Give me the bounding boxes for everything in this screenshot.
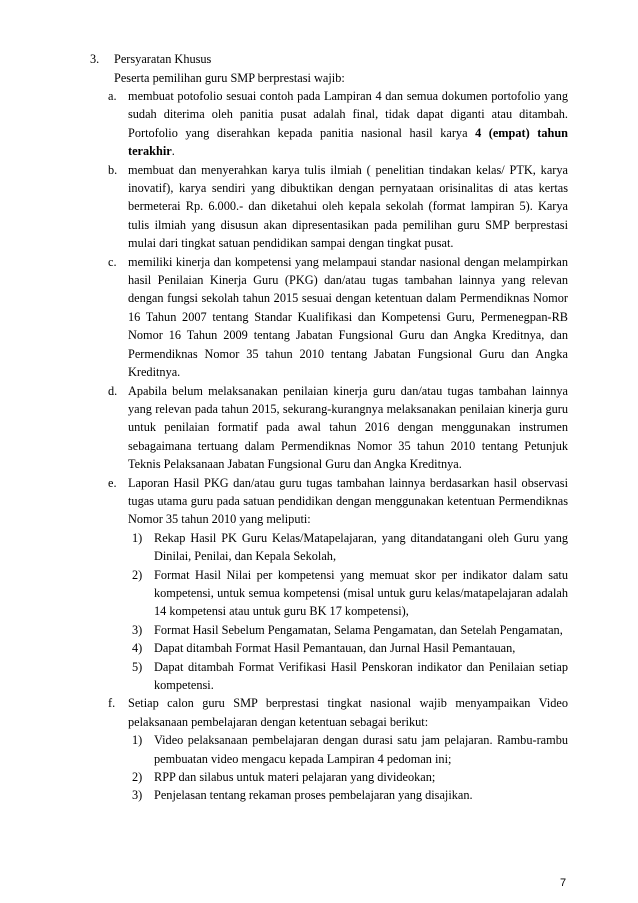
sub-item-text: Rekap Hasil PK Guru Kelas/Matapelajaran, yang ditandatangani oleh Guru yang Dinilai, Penilai, dan Kepala Sekolah, [154, 530, 568, 564]
section-title: Persyaratan Khusus [114, 52, 212, 66]
list-item-c [108, 253, 568, 382]
list-item-e [108, 474, 568, 529]
sub-item-text: Format Hasil Sebelum Pengamatan, Selama Pengamatan, dan Setelah Pengamatan, [154, 622, 563, 637]
item-marker: d. [108, 383, 118, 398]
list-item-b [108, 161, 568, 253]
list-item-d [108, 382, 568, 474]
sub-item-marker: 2) [132, 567, 143, 582]
item-text: memiliki kinerja dan kompetensi yang melampaui standar nasional dengan melampirkan hasil Penilaian Kinerja Guru (PKG) dan/atau tugas tambahan lainnya yang relevan dengan fungsi sekolah tahun 2015 sesuai dengan ketentuan dalam Permendiknas Nomor 16 Tahun 2007 tentang Standar Kualifikasi dan Kompetensi Guru, Permenegpan-RB Nomor 16 Tahun 2009 tentang Jabatan Fungsional Guru dan Angka Kreditnya, dan Permendiknas Nomor 35 tahun 2010 tentang Jabatan Fungsional Guru dan Angka Kreditnya. [128, 254, 568, 380]
item-text: membuat potofolio sesuai contoh pada Lampiran 4 dan semua dokumen portofolio yang sudah diterima oleh panitia pusat adalah final, tidak dapat diganti atau ditambah. Portofolio yang diserahkan kepada panitia nasional hasil karya 4 (empat) tahun terakhir. [128, 89, 568, 159]
item-marker: c. [108, 254, 117, 269]
list-item-a [108, 87, 568, 161]
item-text: Setiap calon guru SMP berprestasi tingkat nasional wajib menyampaikan Video pelaksanaan pembelajaran dengan ketentuan sebagai berikut: [128, 696, 568, 729]
item-text: membuat dan menyerahkan karya tulis ilmiah ( penelitian tindakan kelas/ PTK, karya inovatif), karya sendiri yang dibuktikan dengan pernyataan orisinalitas di atas kertas bermeterai Rp. 6.000.- dan diketahui oleh kepala sekolah (format lampiran 5). Karya tulis ilmiah yang disusun akan dipresentasikan pada pemilihan guru SMP berprestasi mulai dari tingkat satuan pendidikan sampai dengan tingkat pusat. [128, 162, 568, 251]
requirements-list [108, 87, 568, 805]
sub-item-marker: 5) [132, 659, 143, 674]
sub-item [108, 731, 568, 768]
list-item-f [108, 694, 568, 731]
sub-item [108, 621, 568, 639]
section-intro: Peserta pemilihan guru SMP berprestasi wajib: [114, 71, 345, 85]
page-number: 7 [560, 877, 567, 889]
sub-item-text: Penjelasan tentang rekaman proses pembelajaran yang disajikan. [154, 788, 473, 803]
bold-emphasis: 4 (empat) tahun terakhir [128, 125, 568, 159]
sub-item [108, 529, 568, 566]
sub-item-text: Video pelaksanaan pembelajaran dengan durasi satu jam pelajaran. Rambu-rambu pembuatan video mengacu kepada Lampiran 4 pedoman ini; [154, 733, 568, 766]
item-marker: a. [108, 89, 117, 103]
sub-item-text: Format Hasil Nilai per kompetensi yang memuat skor per indikator dalam satu kompetensi, untuk semua kompetensi (misal untuk guru kelas/matapelajaran adalah 14 kompetensi atau untuk guru BK 17 kompetensi), [154, 567, 568, 619]
sub-item [108, 786, 568, 804]
sub-item [108, 639, 568, 657]
sub-item-text: Dapat ditambah Format Verifikasi Hasil Penskoran indikator dan Penilaian setiap kompetensi. [154, 659, 568, 692]
sub-item-marker: 2) [132, 770, 143, 785]
item-text: Laporan Hasil PKG dan/atau guru tugas tambahan lainnya berdasarkan hasil observasi tugas utama guru pada satuan pendidikan dengan menggunakan ketentuan Permendiknas Nomor 35 tahun 2010 yang meliputi: [128, 475, 568, 527]
sub-item-marker: 1) [132, 530, 143, 545]
sub-item [108, 566, 568, 621]
sub-item [108, 768, 568, 786]
sub-item-text: Dapat ditambah Format Hasil Pemantauan, dan Jurnal Hasil Pemantauan, [154, 641, 516, 656]
sub-item-marker: 3) [132, 622, 143, 637]
item-marker: b. [108, 162, 118, 177]
sub-item-text: RPP dan silabus untuk materi pelajaran yang divideokan; [154, 770, 436, 785]
item-marker: e. [108, 475, 117, 490]
item-marker: f. [108, 696, 116, 711]
sub-item-marker: 4) [132, 641, 143, 656]
sub-item [108, 658, 568, 695]
sub-item-marker: 1) [132, 733, 143, 748]
item-text: Apabila belum melaksanakan penilaian kinerja guru dan/atau tugas tambahan lainnya yang relevan pada tahun 2015, sekurang-kurangnya melaksanakan penilaian kinerja guru untuk penilaian formatif pada awal tahun 2016 dengan menggunakan instrumen sebagaimana tertuang dalam Permendiknas Nomor 35 tahun 2010 tentang Petunjuk Teknis Pelaksanaan Jabatan Fungsional Guru dan Angka Kreditnya. [128, 383, 568, 472]
sub-item-marker: 3) [132, 788, 143, 803]
section-number: 3. [90, 52, 100, 66]
